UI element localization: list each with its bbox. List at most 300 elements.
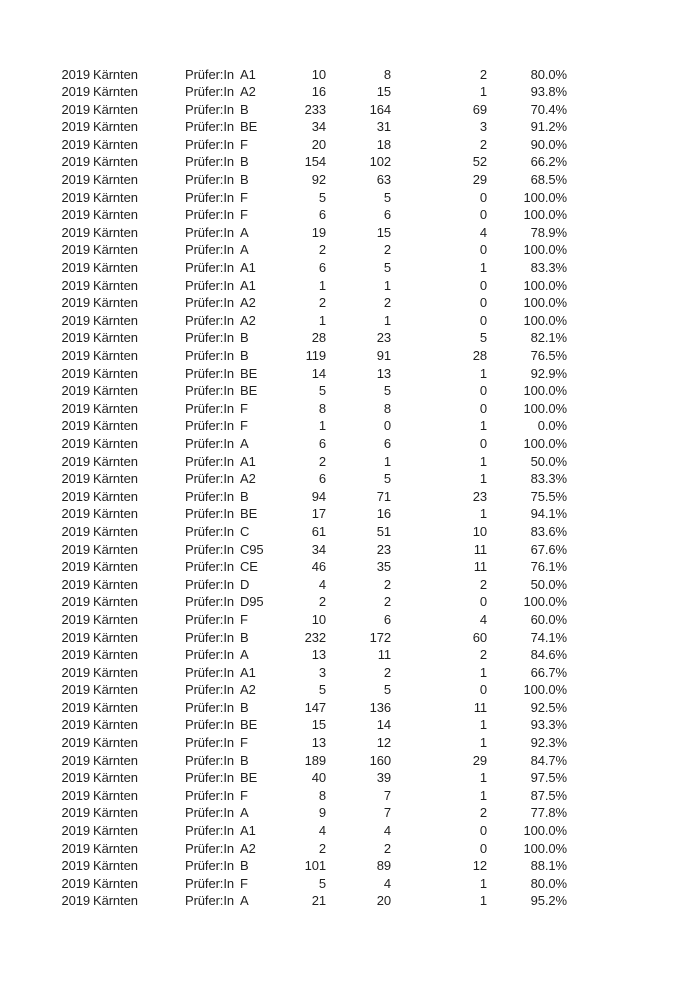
cell-examiner: Prüfer:In <box>185 383 234 399</box>
cell-license-class: B <box>240 858 249 874</box>
cell-candidates: 147 <box>304 699 326 715</box>
cell-pass-rate: 84.7% <box>530 752 567 768</box>
cell-candidates: 5 <box>318 383 326 399</box>
cell-passed: 172 <box>369 629 391 645</box>
cell-failed: 0 <box>479 400 487 416</box>
cell-candidates: 10 <box>311 66 326 82</box>
cell-candidates: 14 <box>311 365 326 381</box>
cell-license-class: A <box>240 224 249 240</box>
cell-license-class: BE <box>240 383 258 399</box>
cell-candidates: 1 <box>318 418 326 434</box>
cell-examiner: Prüfer:In <box>185 295 234 311</box>
table-row <box>0 171 567 189</box>
cell-candidates: 232 <box>304 629 326 645</box>
cell-year: 2019 <box>61 172 90 188</box>
cell-year: 2019 <box>61 647 90 663</box>
cell-candidates: 15 <box>311 717 326 733</box>
cell-pass-rate: 75.5% <box>530 488 567 504</box>
cell-candidates: 17 <box>311 506 326 522</box>
cell-examiner: Prüfer:In <box>185 664 234 680</box>
cell-pass-rate: 97.5% <box>530 770 567 786</box>
cell-region: Kärnten <box>93 823 138 839</box>
cell-failed: 1 <box>479 471 487 487</box>
cell-license-class: F <box>240 400 248 416</box>
cell-license-class: F <box>240 189 248 205</box>
cell-region: Kärnten <box>93 84 138 100</box>
cell-failed: 2 <box>479 805 487 821</box>
cell-passed: 18 <box>376 136 391 152</box>
table-row <box>0 224 567 242</box>
cell-license-class: F <box>240 735 248 751</box>
table-row <box>0 857 567 875</box>
cell-candidates: 1 <box>318 312 326 328</box>
cell-license-class: C95 <box>240 541 264 557</box>
cell-pass-rate: 100.0% <box>523 295 567 311</box>
cell-candidates: 34 <box>311 119 326 135</box>
cell-year: 2019 <box>61 717 90 733</box>
cell-year: 2019 <box>61 875 90 891</box>
cell-year: 2019 <box>61 752 90 768</box>
cell-failed: 60 <box>472 629 487 645</box>
cell-year: 2019 <box>61 330 90 346</box>
cell-examiner: Prüfer:In <box>185 136 234 152</box>
cell-pass-rate: 100.0% <box>523 189 567 205</box>
cell-examiner: Prüfer:In <box>185 823 234 839</box>
cell-region: Kärnten <box>93 893 138 909</box>
cell-pass-rate: 77.8% <box>530 805 567 821</box>
cell-pass-rate: 92.5% <box>530 699 567 715</box>
cell-pass-rate: 80.0% <box>530 66 567 82</box>
cell-examiner: Prüfer:In <box>185 787 234 803</box>
cell-failed: 10 <box>472 523 487 539</box>
cell-candidates: 28 <box>311 330 326 346</box>
cell-passed: 11 <box>377 647 391 663</box>
cell-passed: 164 <box>369 101 391 117</box>
cell-passed: 160 <box>369 752 391 768</box>
cell-examiner: Prüfer:In <box>185 66 234 82</box>
table-row <box>0 417 567 435</box>
cell-candidates: 10 <box>311 611 326 627</box>
cell-failed: 0 <box>479 823 487 839</box>
cell-examiner: Prüfer:In <box>185 207 234 223</box>
cell-region: Kärnten <box>93 699 138 715</box>
cell-examiner: Prüfer:In <box>185 84 234 100</box>
cell-passed: 6 <box>383 611 391 627</box>
cell-region: Kärnten <box>93 453 138 469</box>
cell-region: Kärnten <box>93 488 138 504</box>
cell-region: Kärnten <box>93 348 138 363</box>
table-row <box>0 153 567 171</box>
cell-pass-rate: 95.2% <box>530 893 567 909</box>
cell-examiner: Prüfer:In <box>185 576 234 592</box>
cell-failed: 1 <box>479 453 487 469</box>
cell-candidates: 2 <box>318 453 326 469</box>
cell-region: Kärnten <box>93 594 138 610</box>
cell-failed: 23 <box>472 488 487 504</box>
table-row <box>0 365 567 383</box>
cell-candidates: 4 <box>318 576 326 592</box>
cell-candidates: 233 <box>304 101 326 117</box>
cell-examiner: Prüfer:In <box>185 717 234 733</box>
cell-year: 2019 <box>61 858 90 874</box>
cell-year: 2019 <box>61 453 90 469</box>
cell-year: 2019 <box>61 840 90 856</box>
cell-failed: 29 <box>472 172 487 188</box>
cell-pass-rate: 100.0% <box>523 840 567 856</box>
cell-examiner: Prüfer:In <box>185 172 234 188</box>
exam-results-table <box>0 66 567 911</box>
table-row <box>0 769 567 787</box>
cell-examiner: Prüfer:In <box>185 400 234 416</box>
table-row <box>0 505 567 523</box>
cell-region: Kärnten <box>93 119 138 135</box>
cell-candidates: 6 <box>318 260 326 276</box>
table-row <box>0 681 567 699</box>
cell-passed: 51 <box>376 523 391 539</box>
cell-failed: 0 <box>479 295 487 311</box>
table-row <box>0 716 567 734</box>
cell-failed: 11 <box>473 559 487 575</box>
cell-passed: 5 <box>383 260 391 276</box>
table-row <box>0 787 567 805</box>
cell-failed: 2 <box>479 576 487 592</box>
cell-region: Kärnten <box>93 770 138 786</box>
cell-license-class: A1 <box>240 664 256 680</box>
cell-pass-rate: 100.0% <box>523 594 567 610</box>
cell-failed: 1 <box>479 260 487 276</box>
cell-region: Kärnten <box>93 541 138 557</box>
cell-failed: 1 <box>479 735 487 751</box>
cell-pass-rate: 67.6% <box>530 541 567 557</box>
cell-pass-rate: 100.0% <box>523 823 567 839</box>
cell-pass-rate: 50.0% <box>530 576 567 592</box>
cell-examiner: Prüfer:In <box>185 312 234 328</box>
cell-region: Kärnten <box>93 295 138 311</box>
cell-year: 2019 <box>61 805 90 821</box>
cell-region: Kärnten <box>93 101 138 117</box>
cell-year: 2019 <box>61 594 90 610</box>
cell-failed: 1 <box>479 506 487 522</box>
cell-examiner: Prüfer:In <box>185 260 234 276</box>
cell-license-class: F <box>240 787 248 803</box>
cell-region: Kärnten <box>93 242 138 258</box>
cell-region: Kärnten <box>93 418 138 434</box>
cell-examiner: Prüfer:In <box>185 629 234 645</box>
table-row <box>0 66 567 84</box>
table-row <box>0 241 567 259</box>
cell-license-class: A2 <box>240 840 256 856</box>
cell-year: 2019 <box>61 277 90 293</box>
cell-year: 2019 <box>61 101 90 117</box>
cell-license-class: F <box>240 875 248 891</box>
cell-passed: 4 <box>383 823 391 839</box>
cell-candidates: 6 <box>318 471 326 487</box>
cell-region: Kärnten <box>93 629 138 645</box>
cell-year: 2019 <box>61 312 90 328</box>
cell-failed: 0 <box>479 277 487 293</box>
cell-failed: 2 <box>479 136 487 152</box>
cell-region: Kärnten <box>93 576 138 592</box>
cell-failed: 0 <box>479 682 487 698</box>
cell-year: 2019 <box>61 66 90 82</box>
cell-region: Kärnten <box>93 224 138 240</box>
cell-examiner: Prüfer:In <box>185 735 234 751</box>
table-row <box>0 206 567 224</box>
cell-license-class: A1 <box>240 453 256 469</box>
cell-pass-rate: 76.5% <box>530 348 567 363</box>
cell-candidates: 154 <box>304 154 326 170</box>
cell-pass-rate: 76.1% <box>530 559 567 575</box>
cell-passed: 15 <box>376 224 391 240</box>
cell-failed: 0 <box>479 383 487 399</box>
cell-passed: 12 <box>376 735 391 751</box>
cell-year: 2019 <box>61 506 90 522</box>
cell-year: 2019 <box>61 541 90 557</box>
cell-license-class: F <box>240 136 248 152</box>
cell-pass-rate: 100.0% <box>523 277 567 293</box>
cell-examiner: Prüfer:In <box>185 541 234 557</box>
cell-region: Kärnten <box>93 506 138 522</box>
cell-candidates: 92 <box>311 172 326 188</box>
cell-license-class: BE <box>240 717 258 733</box>
cell-candidates: 5 <box>318 189 326 205</box>
cell-candidates: 1 <box>318 277 326 293</box>
cell-failed: 1 <box>479 664 487 680</box>
table-row <box>0 312 567 330</box>
cell-pass-rate: 60.0% <box>530 611 567 627</box>
cell-examiner: Prüfer:In <box>185 840 234 856</box>
cell-license-class: A <box>240 805 249 821</box>
cell-candidates: 94 <box>311 488 326 504</box>
cell-failed: 1 <box>479 770 487 786</box>
cell-license-class: B <box>240 101 249 117</box>
cell-year: 2019 <box>61 119 90 135</box>
cell-passed: 71 <box>376 488 391 504</box>
cell-pass-rate: 90.0% <box>530 136 567 152</box>
table-row <box>0 804 567 822</box>
cell-passed: 2 <box>383 576 391 592</box>
cell-examiner: Prüfer:In <box>185 330 234 346</box>
cell-failed: 3 <box>479 119 487 135</box>
cell-region: Kärnten <box>93 277 138 293</box>
cell-region: Kärnten <box>93 840 138 856</box>
cell-candidates: 5 <box>318 875 326 891</box>
cell-region: Kärnten <box>93 875 138 891</box>
cell-passed: 89 <box>376 858 391 874</box>
cell-failed: 2 <box>479 66 487 82</box>
cell-candidates: 40 <box>311 770 326 786</box>
cell-candidates: 21 <box>311 893 326 909</box>
cell-region: Kärnten <box>93 805 138 821</box>
cell-region: Kärnten <box>93 559 138 575</box>
cell-candidates: 13 <box>311 735 326 751</box>
cell-year: 2019 <box>61 418 90 434</box>
cell-region: Kärnten <box>93 136 138 152</box>
cell-candidates: 119 <box>305 348 326 363</box>
cell-license-class: B <box>240 348 249 363</box>
cell-candidates: 13 <box>311 647 326 663</box>
cell-pass-rate: 50.0% <box>530 453 567 469</box>
cell-license-class: B <box>240 629 249 645</box>
cell-candidates: 101 <box>304 858 326 874</box>
cell-examiner: Prüfer:In <box>185 875 234 891</box>
table-row <box>0 118 567 136</box>
cell-examiner: Prüfer:In <box>185 647 234 663</box>
table-row <box>0 453 567 471</box>
cell-candidates: 6 <box>318 435 326 451</box>
cell-year: 2019 <box>61 224 90 240</box>
cell-license-class: BE <box>240 506 258 522</box>
cell-pass-rate: 66.2% <box>530 154 567 170</box>
cell-pass-rate: 100.0% <box>523 207 567 223</box>
cell-pass-rate: 100.0% <box>523 400 567 416</box>
cell-candidates: 2 <box>318 242 326 258</box>
cell-license-class: D <box>240 576 250 592</box>
table-row <box>0 400 567 418</box>
cell-year: 2019 <box>61 400 90 416</box>
table-row <box>0 875 567 893</box>
cell-candidates: 2 <box>318 594 326 610</box>
cell-year: 2019 <box>61 664 90 680</box>
table-row <box>0 294 567 312</box>
cell-region: Kärnten <box>93 717 138 733</box>
cell-passed: 91 <box>376 348 391 363</box>
cell-examiner: Prüfer:In <box>185 242 234 258</box>
cell-license-class: A1 <box>240 823 256 839</box>
cell-passed: 1 <box>383 312 391 328</box>
cell-passed: 5 <box>383 471 391 487</box>
cell-pass-rate: 93.3% <box>530 717 567 733</box>
cell-license-class: C <box>240 523 250 539</box>
cell-candidates: 8 <box>318 400 326 416</box>
cell-region: Kärnten <box>93 647 138 663</box>
cell-examiner: Prüfer:In <box>185 453 234 469</box>
cell-license-class: A2 <box>240 682 256 698</box>
cell-passed: 23 <box>376 541 391 557</box>
cell-year: 2019 <box>61 84 90 100</box>
cell-year: 2019 <box>61 365 90 381</box>
cell-pass-rate: 100.0% <box>523 383 567 399</box>
cell-passed: 1 <box>383 277 391 293</box>
cell-failed: 1 <box>479 84 487 100</box>
cell-passed: 102 <box>369 154 391 170</box>
cell-examiner: Prüfer:In <box>185 154 234 170</box>
cell-passed: 7 <box>383 787 391 803</box>
table-row <box>0 629 567 647</box>
cell-examiner: Prüfer:In <box>185 752 234 768</box>
cell-license-class: A1 <box>240 277 256 293</box>
cell-pass-rate: 84.6% <box>530 647 567 663</box>
cell-passed: 8 <box>383 66 391 82</box>
cell-region: Kärnten <box>93 400 138 416</box>
cell-passed: 63 <box>376 172 391 188</box>
cell-license-class: B <box>240 154 249 170</box>
cell-year: 2019 <box>61 189 90 205</box>
table-row <box>0 646 567 664</box>
cell-passed: 5 <box>383 189 391 205</box>
cell-pass-rate: 66.7% <box>530 664 567 680</box>
cell-year: 2019 <box>61 770 90 786</box>
cell-license-class: A2 <box>240 295 256 311</box>
cell-candidates: 2 <box>318 840 326 856</box>
cell-year: 2019 <box>61 823 90 839</box>
table-row <box>0 488 567 506</box>
cell-examiner: Prüfer:In <box>185 858 234 874</box>
table-row <box>0 558 567 576</box>
cell-failed: 1 <box>479 893 487 909</box>
cell-year: 2019 <box>61 242 90 258</box>
cell-license-class: A2 <box>240 312 256 328</box>
cell-failed: 0 <box>479 594 487 610</box>
cell-license-class: B <box>240 699 249 715</box>
cell-region: Kärnten <box>93 858 138 874</box>
cell-passed: 5 <box>383 682 391 698</box>
cell-examiner: Prüfer:In <box>185 594 234 610</box>
cell-failed: 4 <box>479 224 487 240</box>
cell-passed: 2 <box>383 594 391 610</box>
cell-examiner: Prüfer:In <box>185 189 234 205</box>
cell-region: Kärnten <box>93 189 138 205</box>
cell-year: 2019 <box>61 154 90 170</box>
cell-examiner: Prüfer:In <box>185 224 234 240</box>
cell-examiner: Prüfer:In <box>185 418 234 434</box>
cell-candidates: 189 <box>304 752 326 768</box>
cell-year: 2019 <box>61 893 90 909</box>
cell-candidates: 3 <box>318 664 326 680</box>
cell-examiner: Prüfer:In <box>185 119 234 135</box>
cell-passed: 31 <box>376 119 391 135</box>
cell-year: 2019 <box>61 699 90 715</box>
cell-candidates: 16 <box>311 84 326 100</box>
cell-region: Kärnten <box>93 523 138 539</box>
cell-year: 2019 <box>61 295 90 311</box>
cell-passed: 14 <box>376 717 391 733</box>
cell-candidates: 6 <box>318 207 326 223</box>
cell-passed: 136 <box>369 699 391 715</box>
cell-year: 2019 <box>61 682 90 698</box>
cell-passed: 6 <box>383 435 391 451</box>
cell-candidates: 20 <box>311 136 326 152</box>
cell-examiner: Prüfer:In <box>185 611 234 627</box>
cell-examiner: Prüfer:In <box>185 277 234 293</box>
cell-license-class: F <box>240 611 248 627</box>
cell-failed: 1 <box>479 418 487 434</box>
cell-license-class: A2 <box>240 471 256 487</box>
table-row <box>0 541 567 559</box>
cell-pass-rate: 92.3% <box>530 735 567 751</box>
table-row <box>0 822 567 840</box>
cell-region: Kärnten <box>93 787 138 803</box>
cell-candidates: 4 <box>318 823 326 839</box>
cell-region: Kärnten <box>93 383 138 399</box>
cell-failed: 1 <box>479 787 487 803</box>
cell-year: 2019 <box>61 471 90 487</box>
cell-year: 2019 <box>61 260 90 276</box>
cell-region: Kärnten <box>93 682 138 698</box>
cell-year: 2019 <box>61 787 90 803</box>
cell-passed: 39 <box>376 770 391 786</box>
cell-license-class: A1 <box>240 66 256 82</box>
cell-examiner: Prüfer:In <box>185 348 234 363</box>
cell-license-class: A1 <box>240 260 256 276</box>
cell-year: 2019 <box>61 611 90 627</box>
cell-passed: 16 <box>376 506 391 522</box>
cell-failed: 5 <box>479 330 487 346</box>
cell-examiner: Prüfer:In <box>185 770 234 786</box>
table-row <box>0 470 567 488</box>
cell-region: Kärnten <box>93 664 138 680</box>
cell-examiner: Prüfer:In <box>185 893 234 909</box>
